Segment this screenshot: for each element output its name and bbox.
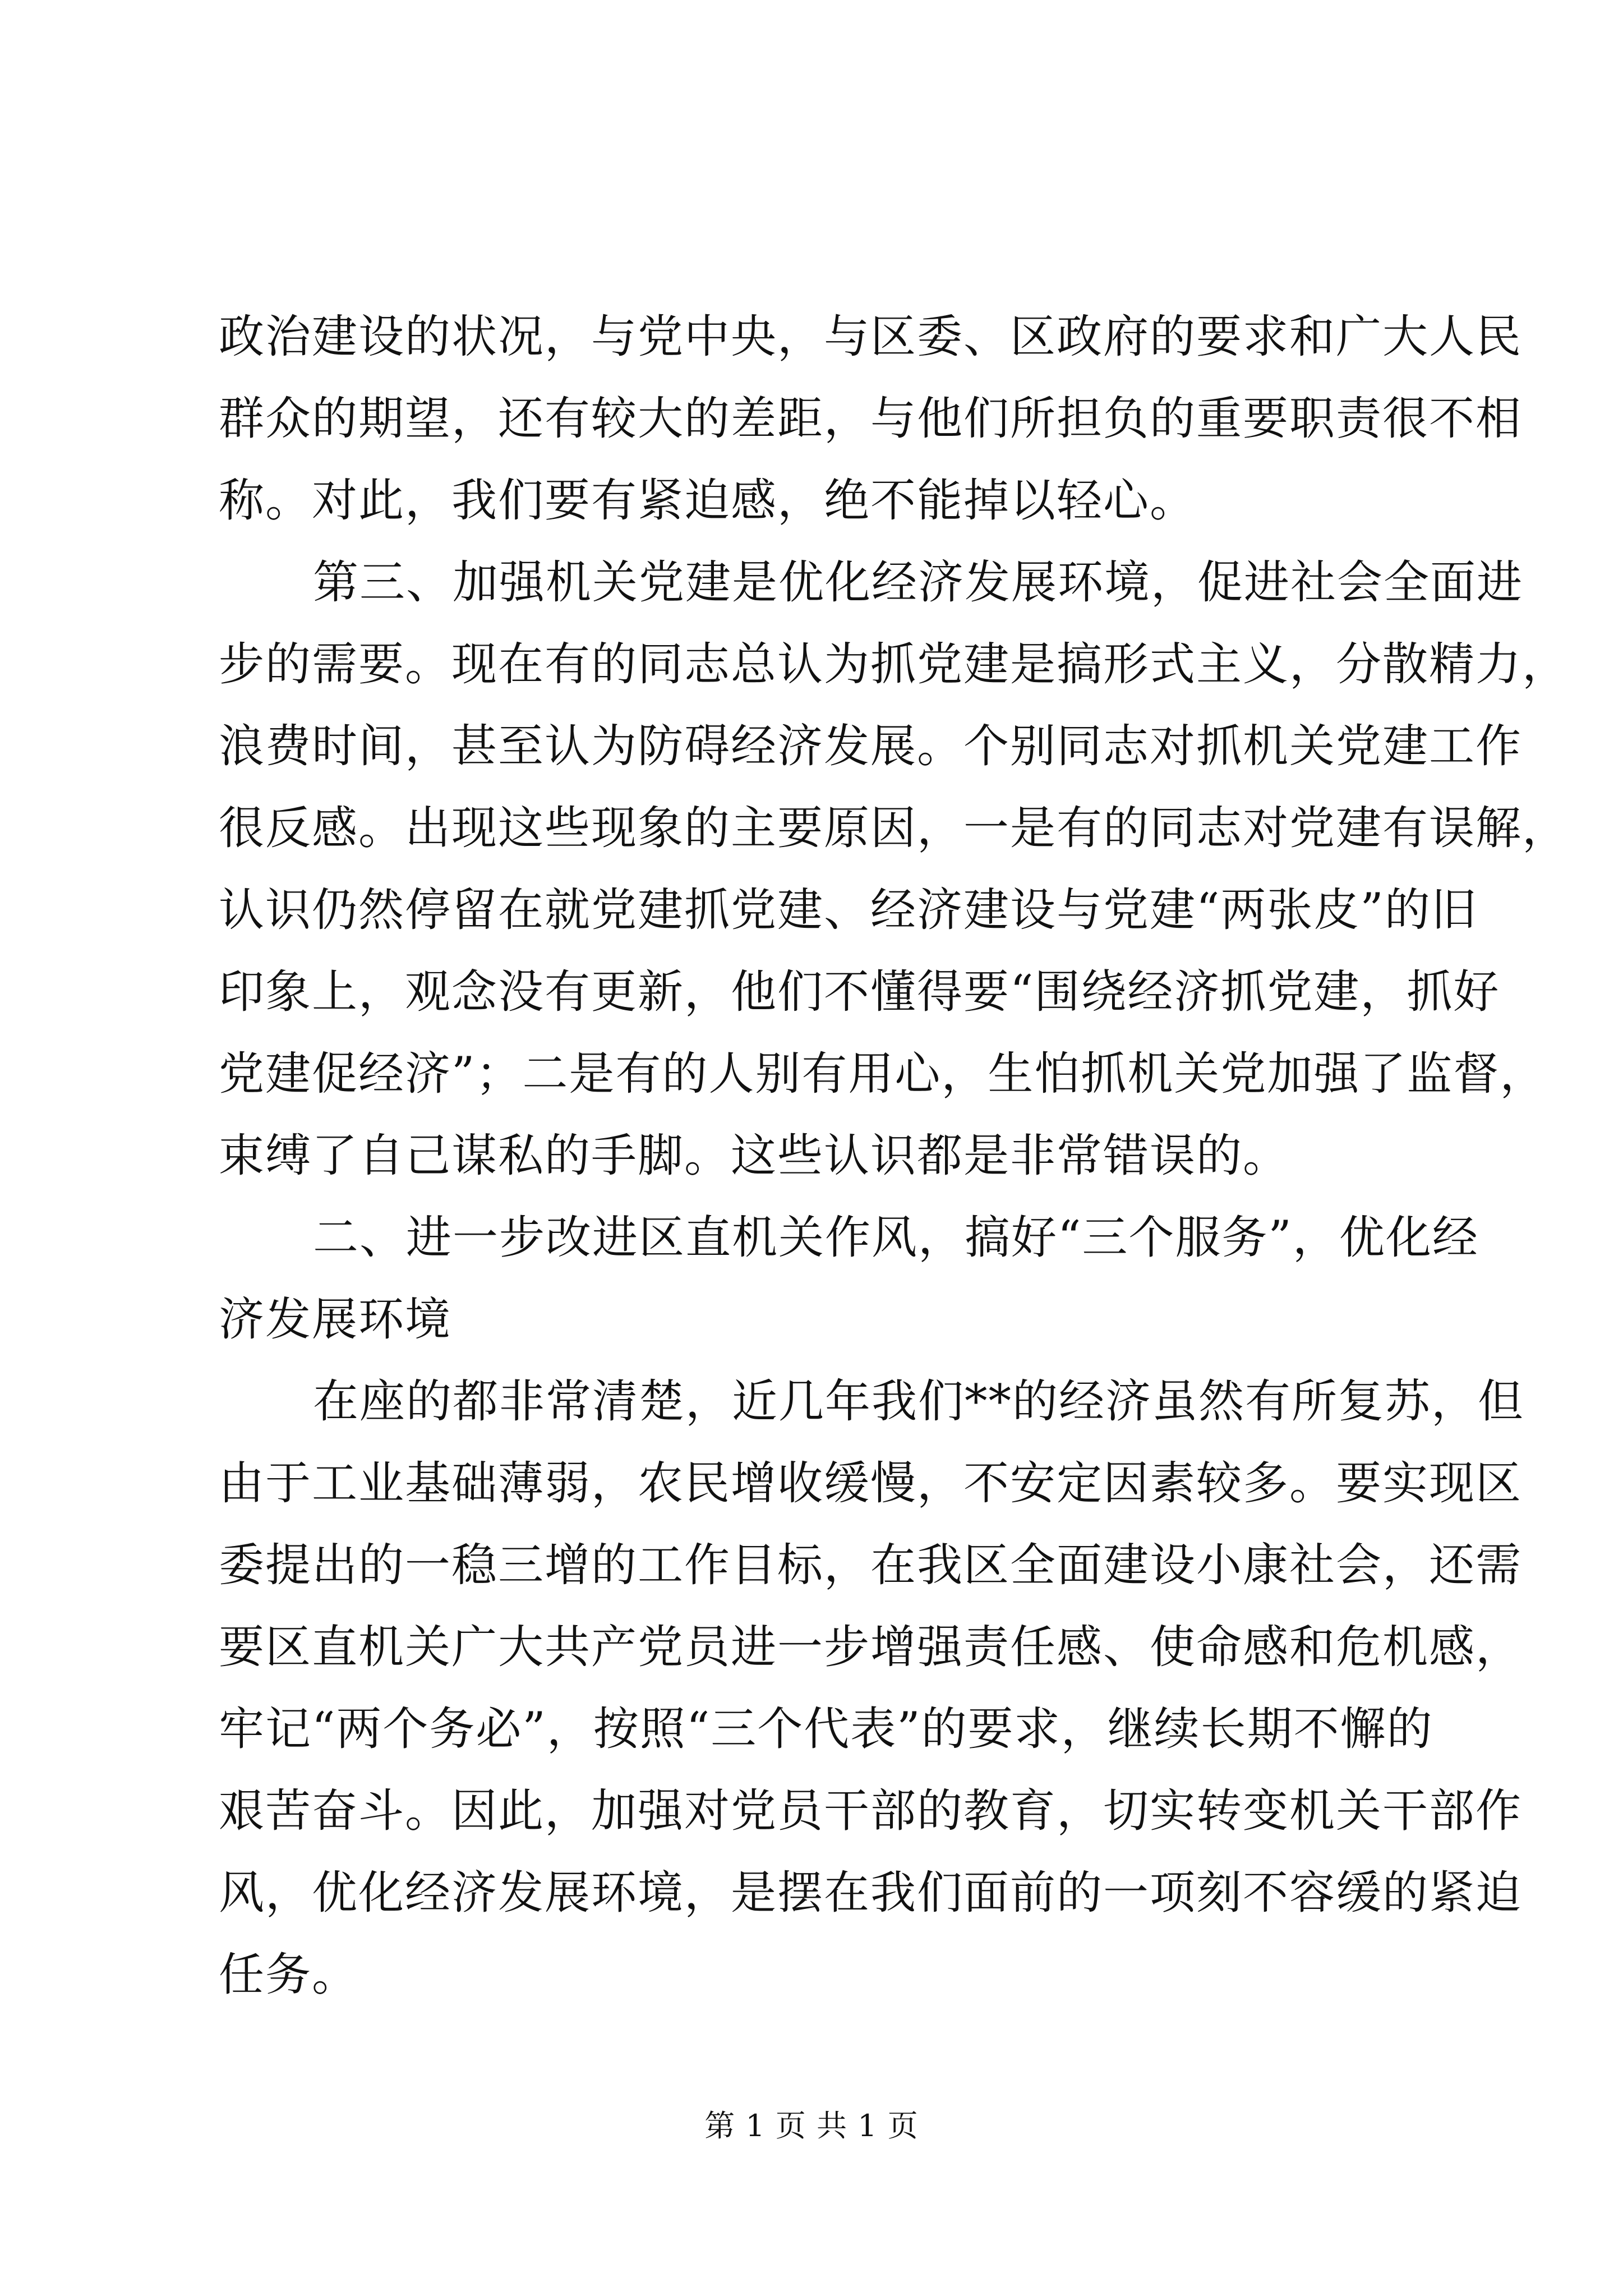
text-line: 群众的期望，还有较大的差距，与他们所担负的重要职责很不相 [219,393,1523,445]
text-line: 很反感。出现这些现象的主要原因，一是有的同志对党建有误解， [219,802,1569,855]
text-line: 党建促经济”；二是有的人别有用心，生怕抓机关党加强了监督， [219,1048,1547,1101]
text-line: 印象上，观念没有更新，他们不懂得要“围绕经济抓党建，抓好 [219,966,1500,1019]
text-line: 由于工业基础薄弱，农民增收缓慢，不安定因素较多。要实现区 [219,1457,1523,1510]
paragraph-start-line: 在座的都非常清楚，近几年我们**的经济虽然有所复苏，但 [313,1375,1525,1428]
section-heading-line: 二、进一步改进区直机关作风，搞好“三个服务”，优化经 [313,1212,1479,1264]
paragraph-start-line: 第三、加强机关党建是优化经济发展环境，促进社会全面进 [313,556,1524,609]
text-line: 束缚了自己谋私的手脚。这些认识都是非常错误的。 [219,1130,1290,1182]
text-line: 任务。 [219,1949,359,2001]
document-body [219,296,1569,2016]
page-footer: 第 1 页 共 1 页 [704,2108,919,2143]
text-line: 要区直机关广大共产党员进一步增强责任感、使命感和危机感， [219,1621,1523,1674]
text-line: 委提出的一稳三增的工作目标，在我区全面建设小康社会，还需 [219,1539,1523,1592]
text-line: 称。对此，我们要有紧迫感，绝不能掉以轻心。 [219,475,1197,527]
text-line: 政治建设的状况，与党中央，与区委、区政府的要求和广大人民 [219,311,1523,364]
text-line: 风，优化经济发展环境，是摆在我们面前的一项刻不容缓的紧迫 [219,1867,1523,1920]
text-line: 认识仍然停留在就党建抓党建、经济建设与党建“两张皮”的旧 [219,884,1478,937]
section-heading-line: 济发展环境 [219,1294,452,1346]
text-line: 步的需要。现在有的同志总认为抓党建是搞形式主义，分散精力， [219,638,1569,691]
text-line: 浪费时间，甚至认为防碍经济发展。个别同志对抓机关党建工作 [219,720,1523,773]
text-line: 牢记“两个务必”，按照“三个代表”的要求，继续长期不懈的 [219,1703,1433,1756]
text-line: 艰苦奋斗。因此，加强对党员干部的教育，切实转变机关干部作 [219,1785,1523,1838]
